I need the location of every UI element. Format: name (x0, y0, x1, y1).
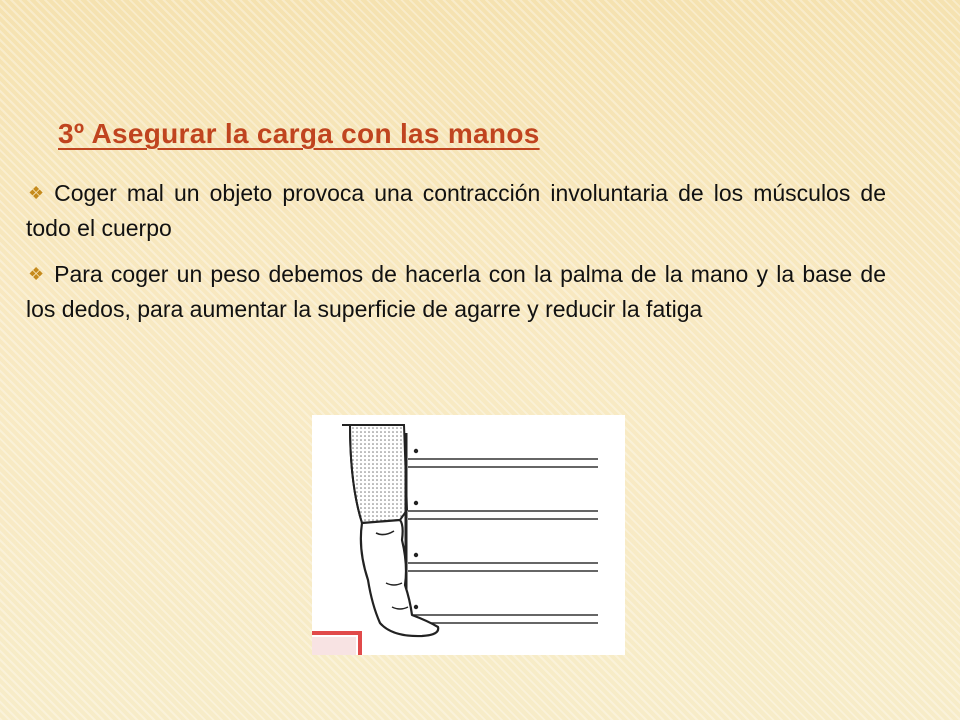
bullet-item (26, 176, 886, 246)
bullet-text: Para coger un peso debemos de hacerla con la palma de la mano y la base de los dedos, para aumentar la superficie de agarre y reducir la fatiga (26, 261, 886, 322)
hand-gripping-shelf-drawing (312, 415, 625, 655)
diamond-bullet-icon: ❖ (28, 183, 45, 203)
bullet-text: Coger mal un objeto provoca una contracción involuntaria de los músculos de todo el cuerpo (26, 180, 886, 241)
bullet-list (26, 176, 886, 338)
bullet-item (26, 257, 886, 327)
slide-title: 3º Asegurar la carga con las manos (58, 118, 540, 149)
diamond-bullet-icon: ❖ (28, 264, 45, 284)
hand-drawing-svg (312, 415, 625, 655)
